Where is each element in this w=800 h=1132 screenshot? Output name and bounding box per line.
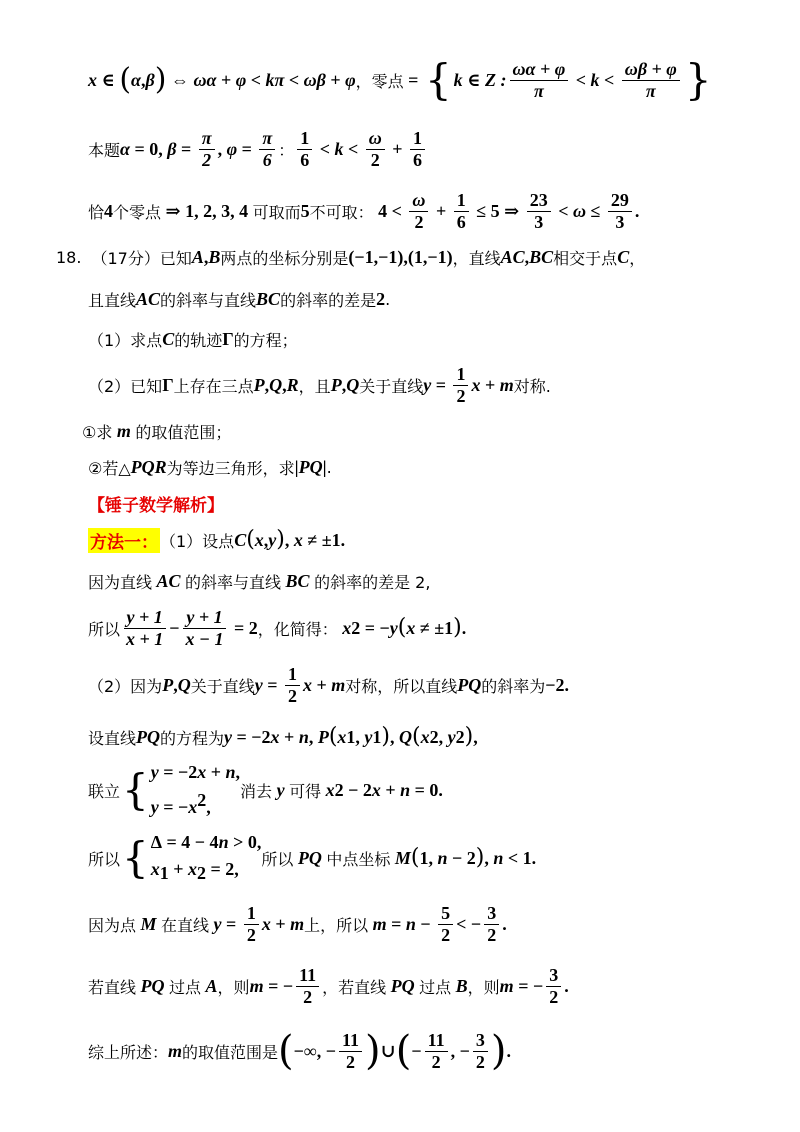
solution-line-6: 联立 { y = −2x + n, $y = -x^2$, 消去 y 可得 x 2 − 2 x + n = 0. bbox=[88, 762, 443, 817]
solution-line-2: 因为直线 AC 的斜率与直线 BC 的斜率的差是 2, bbox=[88, 570, 431, 592]
question-number: 18. bbox=[56, 247, 82, 267]
k-set: k ∈ Z : bbox=[453, 69, 507, 90]
solution-line-5: 设直线 PQ 的方程为 y = −2 x + n , P ( x 1 , y 1 ) , Q ( x 2 , y 2 ) , bbox=[88, 724, 478, 749]
question-18-part-2: （2）已知 Γ 上存在三点 P , Q , R ，且 P , Q 关于直线 y = $\frac{1}{2}$ x + m 对称. bbox=[88, 363, 551, 406]
question-18-part-1: （1）求点 C 的轨迹 Γ 的方程； bbox=[88, 328, 298, 350]
solution-line-4: （2）因为 P , Q 关于直线 y = $\frac{1}{2}$ x + m 对称，所以直线 PQ 的斜率为 −2. bbox=[88, 663, 570, 706]
solution-line-10: 综上所述： m 的取值范围是 ( −∞, − $\frac{11}{2}$ ) ∪ ( − $\frac{11}{2}$ , − $\frac{3}{2}$ ) . bbox=[88, 1028, 511, 1074]
question-18-sub-2: ②若△ PQR 为等边三角形，求 | PQ | . bbox=[88, 456, 332, 478]
solution-line-7: 所以 { Δ = 4 − 4n > 0, $x_1 + x_2 = 2$, 所以 PQ 中点坐标 M ( 1, n − 2 ) , n < 1. bbox=[88, 831, 537, 884]
analysis-title: 【锤子数学解析】 bbox=[88, 495, 224, 516]
question-18-sub-1: ①求 m 的取值范围； bbox=[82, 420, 232, 442]
solution-line-8: 因为点 M 在直线 y = $\frac{1}{2}$ x + m 上，所以 m = n − $\frac{5}{2}$ < − $\frac{3}{2}$ . bbox=[88, 902, 507, 945]
question-18-line-2: 且直线 AC 的斜率与直线 BC 的斜率的差是 2 . bbox=[88, 288, 391, 310]
zero-label: ，零点 bbox=[355, 71, 404, 91]
method-one-line: 方法一： （1）设点 C ( x , y ) , x ≠ ±1. bbox=[90, 527, 346, 553]
solution-line-9: 若直线 PQ 过点 A ，则 m = − $\frac{11}{2}$ ，若直线 PQ 过点 B ，则 m = − $\frac{3}{2}$ . bbox=[88, 964, 569, 1007]
method-one-label: 方法一： bbox=[88, 528, 160, 553]
question-18-line-1: 18. （17分）已知 A , B 两点的坐标分别是 (−1,−1),(1,−1) ，直线 AC , BC 相交于点 C ， bbox=[56, 246, 646, 268]
solution-line-3: 所以 $\frac{y + 1}{x + 1}$ − $\frac{y + 1}{x - 1}$ = 2 ，化简得： x 2 = − y ( x ≠ ±1 ) . bbox=[88, 606, 467, 649]
formula-line-1: x ∈ ( α , β ) ⇔ ωα + φ < kπ < ωβ + φ ，零点 = { k ∈ Z : $\frac{\omega\alpha + \varphi}{\pi}$ < k < $\frac{\omega\beta + \varphi}{\pi}$ } bbox=[88, 55, 712, 104]
formula-line-3: 恰 4 个零点 ⇒ 1, 2, 3, 4 可取而 5 不可取： 4 < $\frac{\omega}{2}$ + $\frac{1}{6}$ ≤ 5 ⇒ $\frac{23}{3}$ < ω ≤ $\frac{29}{3}$ . bbox=[88, 189, 640, 232]
formula-line-2: 本题 α = 0, β = $\frac{\pi}{2}$ , φ = $\frac{\pi}{6}$ ： $\frac{1}{6}$ < k < $\frac{\omega}{2}$ + $\frac{1}{6}$ bbox=[88, 122, 428, 176]
